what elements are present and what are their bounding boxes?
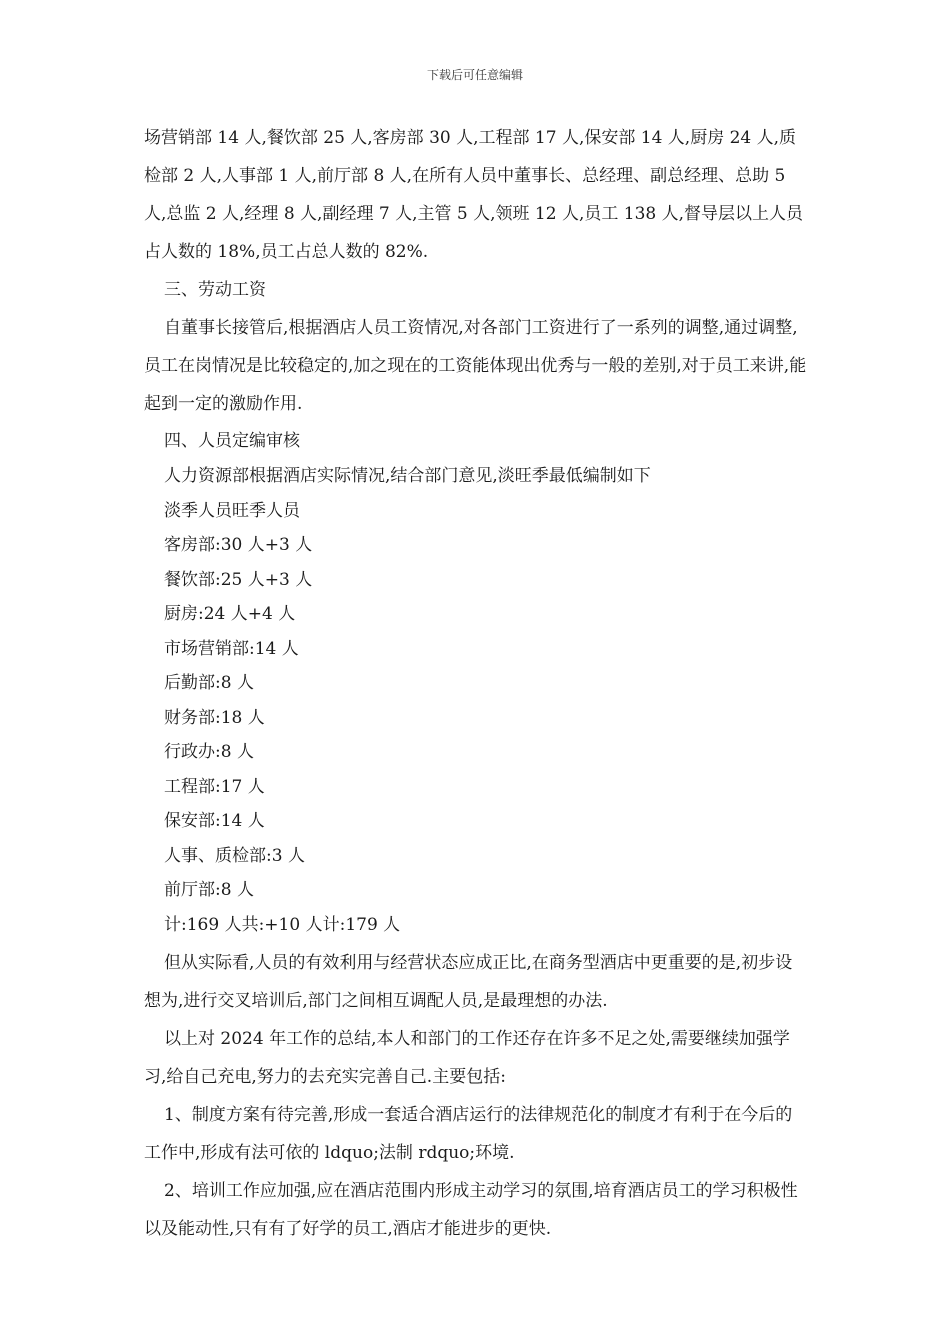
paragraph-cross-training: 但从实际看,人员的有效利用与经营状态应成正比,在商务型酒店中更重要的是,初步设想为,进行交叉培训后,部门之间相互调配人员,是最理想的办法. <box>144 953 793 1011</box>
staffing-item-admin: 行政办:8 人 <box>164 742 254 762</box>
paragraph-summary: 以上对 2024 年工作的总结,本人和部门的工作还存在许多不足之处,需要继续加强学习,给自己充电,努力的去充实完善自己.主要包括: <box>144 1029 790 1087</box>
staffing-item-logistics: 后勤部:8 人 <box>164 673 254 693</box>
page-header: 下载后可任意编辑 <box>426 68 523 82</box>
paragraph-staff-counts: 场营销部 14 人,餐饮部 25 人,客房部 30 人,工程部 17 人,保安部 14 人,厨房 24 人,质检部 2 人,人事部 1 人,前厅部 8 人,在所有人员中董事长、总经理、副总经理、总助 5 人,总监 2 人,经理 8 人,副经理 7 人,主管 5 人,领班 12 人,员工 138 人,督导层以上人员占人数的 18%,员工占总人数的 82%. <box>144 128 804 262</box>
document-body <box>144 119 808 1248</box>
paragraph-wages: 自董事长接管后,根据酒店人员工资情况,对各部门工资进行了一系列的调整,通过调整,员工在岗情况是比较稳定的,加之现在的工资能体现出优秀与一般的差别,对于员工来讲,能起到一定的激励作用. <box>144 318 807 414</box>
paragraph-staffing-intro: 人力资源部根据酒店实际情况,结合部门意见,淡旺季最低编制如下 <box>164 466 651 486</box>
staffing-item-front-office: 前厅部:8 人 <box>164 880 254 900</box>
staffing-item-marketing: 市场营销部:14 人 <box>164 638 299 659</box>
staffing-list-header: 淡季人员旺季人员 <box>164 500 300 521</box>
staffing-item-kitchen: 厨房:24 人+4 人 <box>164 604 296 624</box>
staffing-item-food-beverage: 餐饮部:25 人+3 人 <box>164 569 313 590</box>
section-heading-labor-wages: 三、劳动工资 <box>164 280 266 300</box>
staffing-item-hr-qc: 人事、质检部:3 人 <box>164 845 305 866</box>
staffing-item-finance: 财务部:18 人 <box>164 707 265 728</box>
staffing-item-security: 保安部:14 人 <box>164 811 265 831</box>
section-heading-staffing-review: 四、人员定编审核 <box>164 431 300 451</box>
staffing-item-engineering: 工程部:17 人 <box>164 776 265 797</box>
staffing-total: 计:169 人共:+10 人计:179 人 <box>164 914 401 935</box>
paragraph-item-2-training: 2、培训工作应加强,应在酒店范围内形成主动学习的氛围,培育酒店员工的学习积极性以及能动性,只有有了好学的员工,酒店才能进步的更快. <box>144 1181 798 1239</box>
paragraph-item-1-system: 1、制度方案有待完善,形成一套适合酒店运行的法律规范化的制度才有利于在今后的工作中,形成有法可依的 ldquo;法制 rdquo;环境. <box>144 1105 793 1163</box>
staffing-item-housekeeping: 客房部:30 人+3 人 <box>164 535 313 555</box>
